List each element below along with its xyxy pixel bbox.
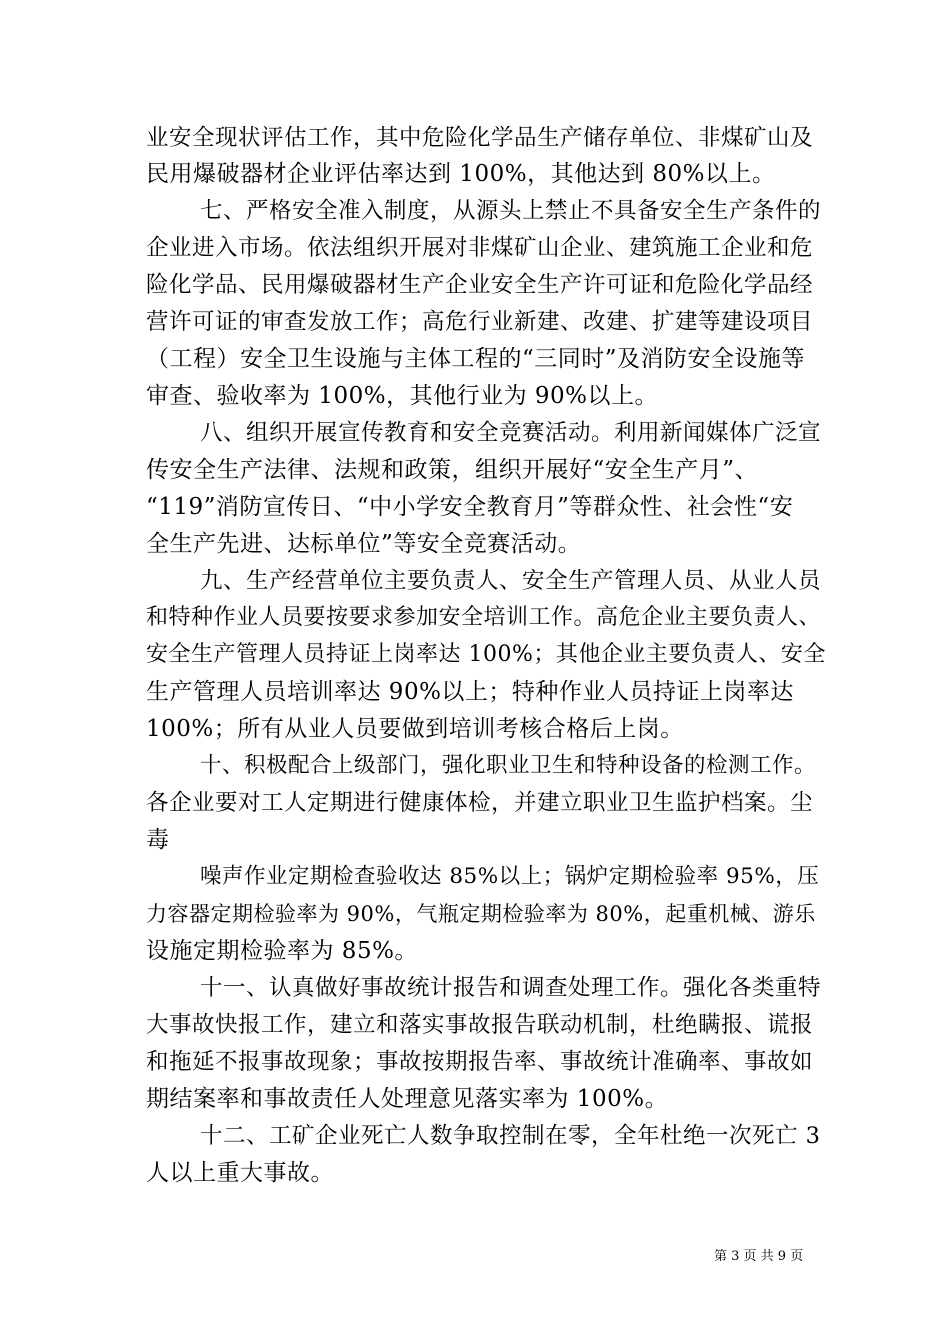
paragraph-line: 传安全生产法律、法规和政策，组织开展好“安全生产月”、 [146,457,759,483]
paragraph-line: 业安全现状评估工作，其中危险化学品生产储存单位、非煤矿山及 [146,125,814,151]
paragraph-line: 七、严格安全准入制度，从源头上禁止不具备安全生产条件的 [200,198,822,224]
paragraph-line: 大事故快报工作，建立和落实事故报告联动机制，杜绝瞒报、谎报 [146,1012,814,1038]
paragraph-line: 审查、验收率为 100%，其他行业为 90%以上。 [146,383,658,409]
paragraph-line: 设施定期检验率为 85%。 [146,938,418,964]
paragraph-line: 各企业要对工人定期进行健康体检，并建立职业卫生监护档案。尘 [146,790,814,816]
paragraph-line: 九、生产经营单位主要负责人、安全生产管理人员、从业人员 [200,568,822,594]
paragraph-line: 八、组织开展宣传教育和安全竞赛活动。利用新闻媒体广泛宣 [200,420,822,446]
paragraph-line: 期结案率和事故责任人处理意见落实率为 100%。 [146,1086,669,1112]
paragraph-line: 民用爆破器材企业评估率达到 100%，其他达到 80%以上。 [146,161,776,187]
paragraph-line: 人以上重大事故。 [146,1160,334,1186]
paragraph-line: 十二、工矿企业死亡人数争取控制在零，全年杜绝一次死亡 3 [200,1123,821,1149]
paragraph-line: 企业进入市场。依法组织开展对非煤矿山企业、建筑施工企业和危 [146,235,814,261]
paragraph-line: 营许可证的审查发放工作；高危行业新建、改建、扩建等建设项目 [146,309,814,335]
paragraph-line: 噪声作业定期检查验收达 85%以上；锅炉定期检验率 95%，压 [200,864,820,889]
paragraph-line: 安全生产管理人员持证上岗率达 100%；其他企业主要负责人、安全 [146,642,826,667]
paragraph-line: 险化学品、民用爆破器材生产企业安全生产许可证和危险化学品经 [146,272,814,298]
paragraph-line: 和拖延不报事故现象；事故按期报告率、事故统计准确率、事故如 [146,1049,814,1075]
page-number: 第 3 页 共 9 页 [714,1249,804,1264]
paragraph-line: 和特种作业人员要按要求参加安全培训工作。高危企业主要负责人、 [146,605,822,630]
paragraph-line: 力容器定期检验率为 90%，气瓶定期检验率为 80%，起重机械、游乐 [146,902,816,926]
paragraph-line: 生产管理人员培训率达 90%以上；特种作业人员持证上岗率达 [146,679,794,705]
paragraph-line: “119”消防宣传日、“中小学安全教育月”等群众性、社会性“安 [146,494,794,520]
paragraph-line: 十一、认真做好事故统计报告和调查处理工作。强化各类重特 [200,975,822,1001]
paragraph-line: 十、积极配合上级部门，强化职业卫生和特种设备的检测工作。 [200,753,817,778]
paragraph-line: 100%；所有从业人员要做到培训考核合格后上岗。 [146,716,684,742]
paragraph-line: （工程）安全卫生设施与主体工程的“三同时”及消防安全设施等 [146,346,806,372]
paragraph-line: 毒 [146,827,170,853]
paragraph-line: 全生产先进、达标单位”等安全竞赛活动。 [146,531,582,557]
